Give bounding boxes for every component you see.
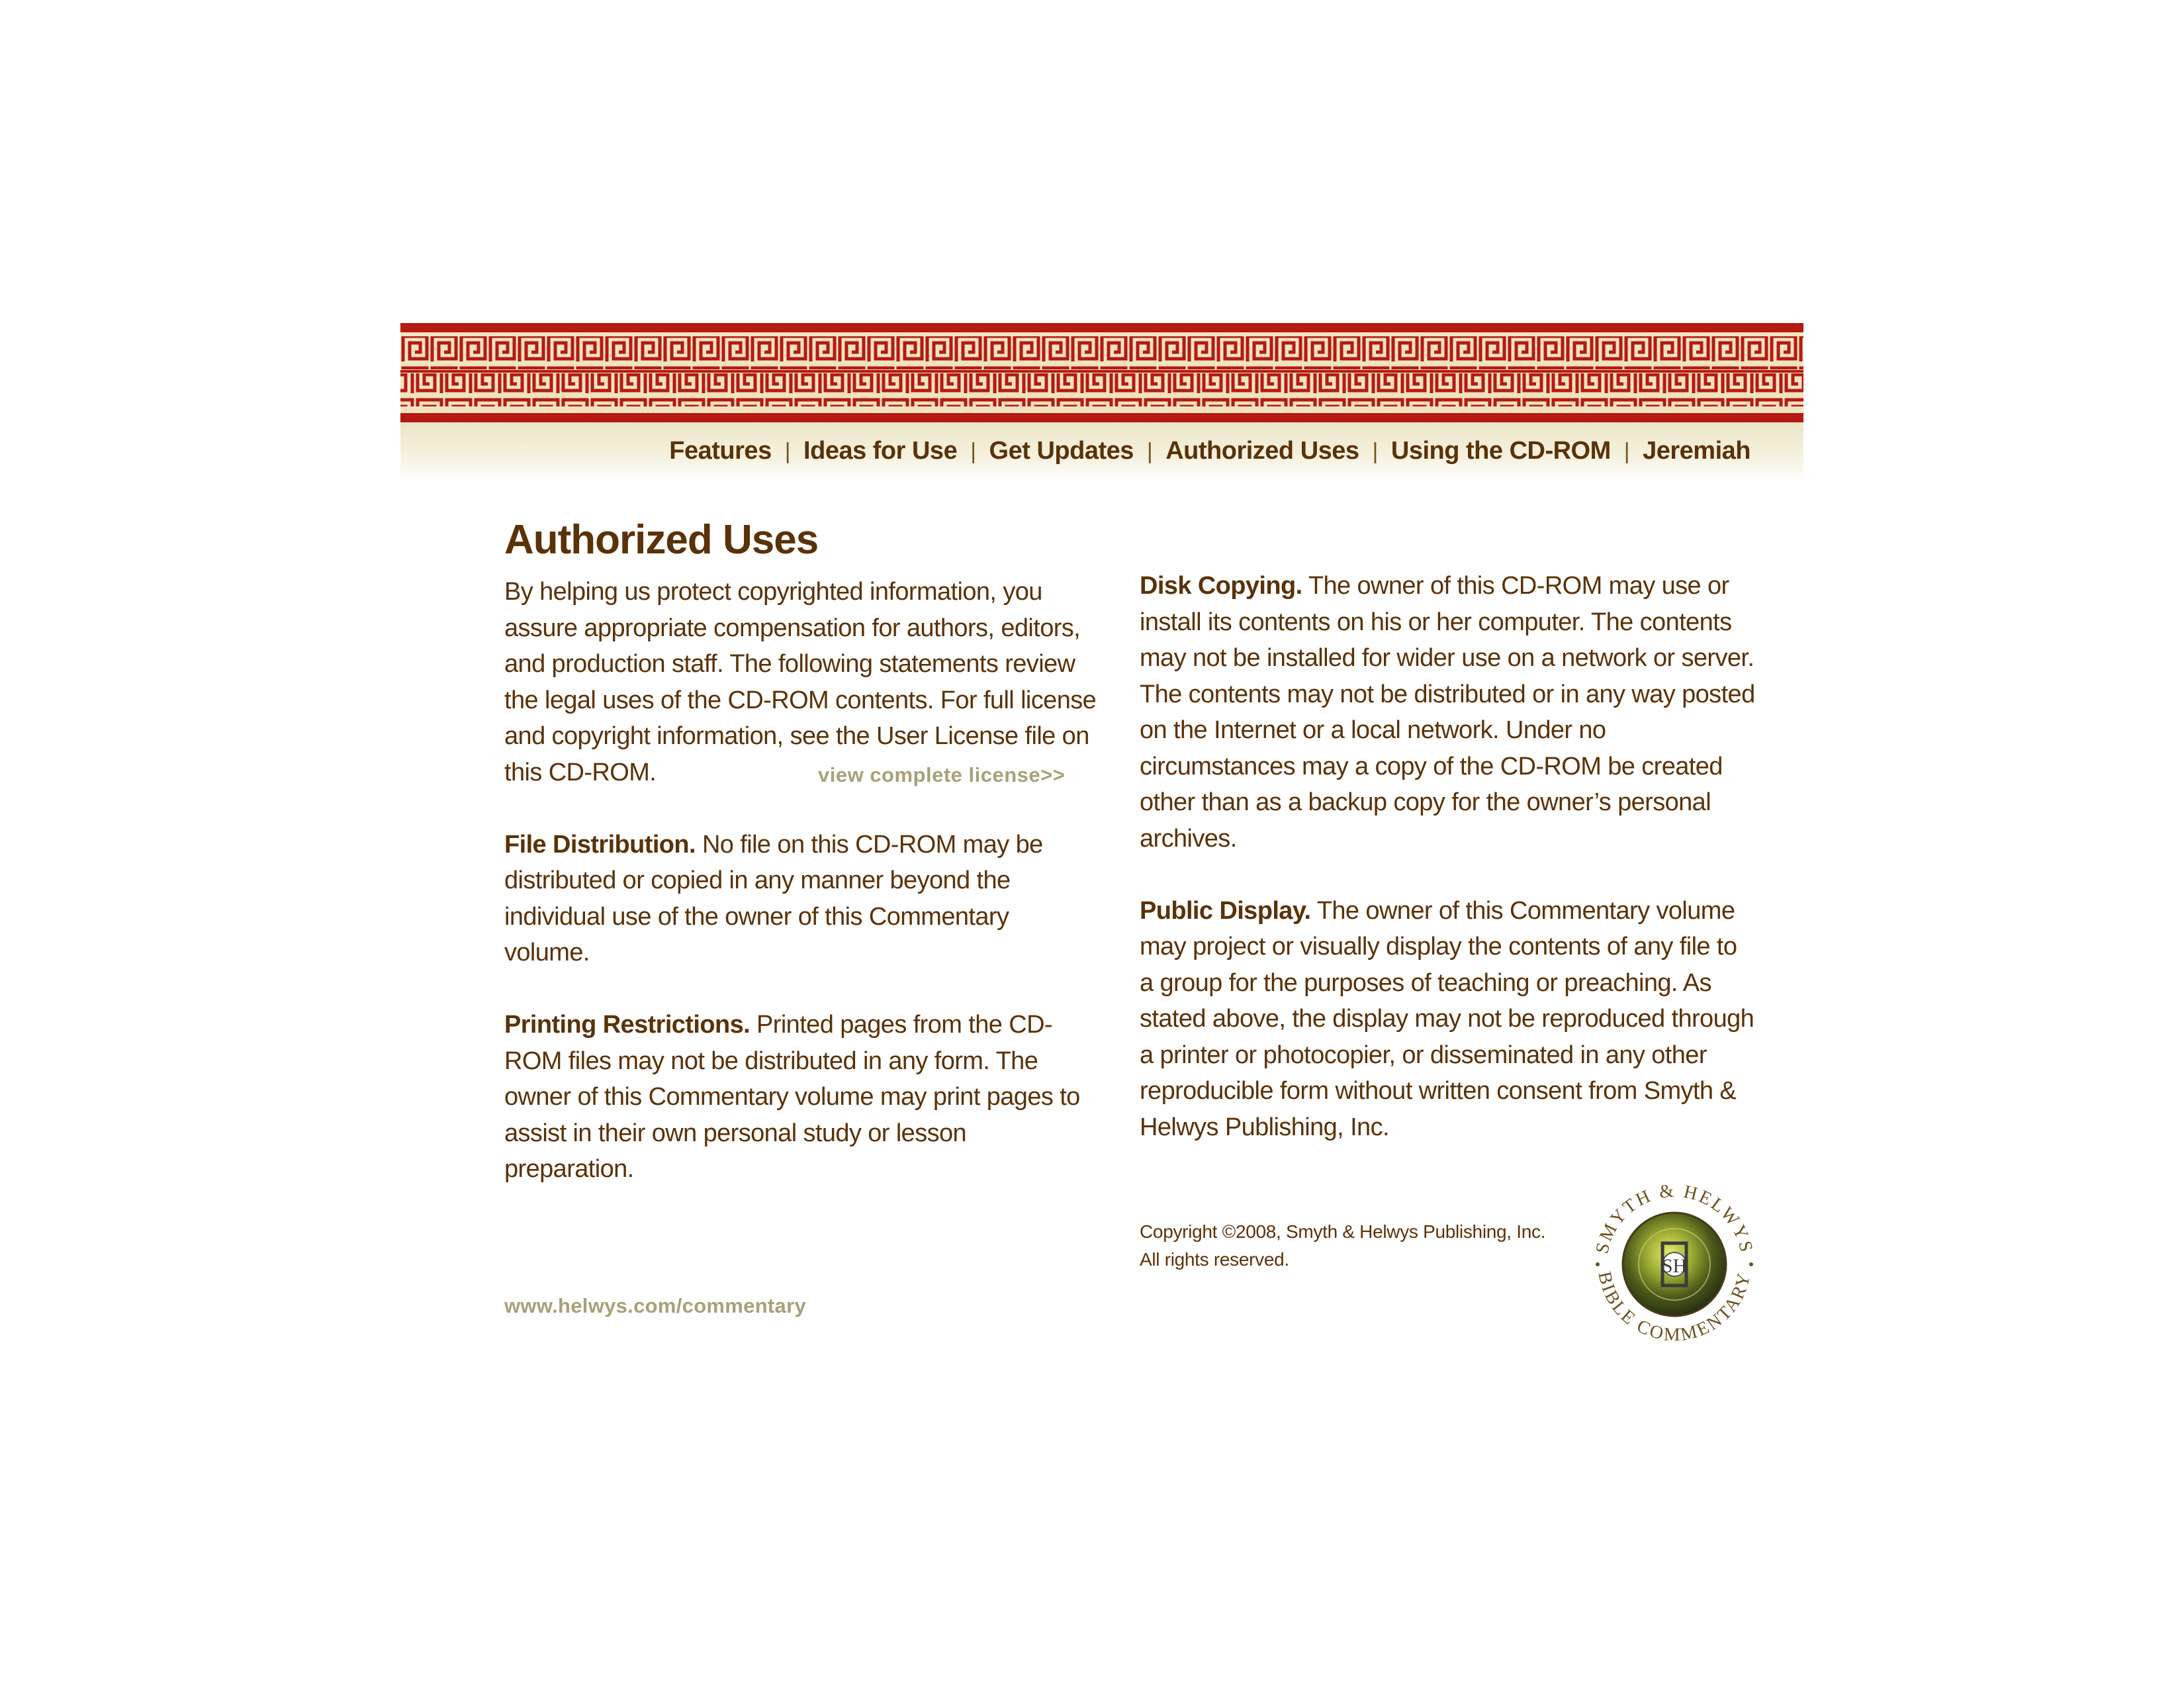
nav-menu [669, 437, 1751, 465]
printing-restrictions-text: Printed pages from the CD-ROM files may not be distributed in any form. The owner of this Commentary volume may print pages to assist in their own personal study or lesson preparation. [504, 1011, 1080, 1183]
page-title: Authorized Uses [504, 517, 819, 563]
nav-separator: | [1623, 439, 1630, 464]
disk-copying-paragraph [1140, 568, 1755, 857]
logo-top-text: SMYTH & HELWYS [1592, 1180, 1757, 1256]
smyth-helwys-logo [1569, 1165, 1780, 1357]
public-display-paragraph [1140, 893, 1755, 1146]
nav-separator: | [970, 439, 976, 464]
nav-bar [400, 422, 1803, 483]
greek-key-border [400, 323, 1803, 422]
right-column [1140, 568, 1755, 1182]
greek-key-pattern [400, 332, 1803, 413]
nav-features[interactable]: Features [669, 437, 772, 465]
nav-using-the-cd-rom[interactable]: Using the CD-ROM [1390, 437, 1611, 465]
rights-reserved-line: All rights reserved. [1140, 1249, 1289, 1270]
copyright-notice [1140, 1218, 1545, 1274]
intro-paragraph: By helping us protect copyrighted information, you assure appropriate compensation for authors, editors, and production staff. The following statements review the legal uses of the CD-ROM contents. For full license and copyright information, see the User License file on this CD-ROM. [504, 578, 1097, 786]
printing-restrictions-heading: Printing Restrictions. [504, 1011, 751, 1039]
left-column [504, 574, 1100, 1223]
nav-ideas-for-use[interactable]: Ideas for Use [803, 437, 958, 465]
nav-separator: | [784, 439, 791, 464]
file-distribution-heading: File Distribution. [504, 830, 696, 859]
public-display-text: The owner of this Commentary volume may project or visually display the contents of any file to a group for the purposes of teaching or preaching. As stated above, the display may not be reproduced through a printer or photocopier, or disseminated in any other reproducible form without written consent from Smyth & Helwys Publishing, Inc. [1140, 896, 1754, 1141]
nav-authorized-uses[interactable]: Authorized Uses [1165, 437, 1359, 465]
copyright-line: Copyright ©2008, Smyth & Helwys Publishing, Inc. [1140, 1221, 1546, 1242]
logo-seal-icon [1569, 1165, 1780, 1357]
file-distribution-text: No file on this CD-ROM may be distributed or copied in any manner beyond the individual use of the owner of this Commentary volume. [504, 830, 1043, 966]
public-display-heading: Public Display. [1140, 896, 1311, 925]
nav-jeremiah[interactable]: Jeremiah [1643, 437, 1751, 465]
printing-restrictions-paragraph [504, 1007, 1100, 1188]
nav-separator: | [1372, 439, 1378, 464]
nav-separator: | [1146, 439, 1153, 464]
logo-monogram: SH [1661, 1255, 1688, 1277]
website-link[interactable]: www.helwys.com/commentary [504, 1294, 807, 1317]
file-distribution-paragraph [504, 827, 1100, 971]
view-license-link[interactable]: view complete license>> [818, 763, 1066, 786]
disk-copying-text: The owner of this CD-ROM may use or install its contents on his or her computer. The contents may not be installed for wider use on a network or server. The contents may not be distributed or in any way posted on the Internet or a local network. Under no circumstances may a copy of the CD-ROM be created other than as a backup copy for the owner’s personal archives. [1140, 572, 1755, 853]
logo-bottom-text: BIBLE COMMENTARY [1594, 1270, 1755, 1346]
disk-copying-heading: Disk Copying. [1140, 572, 1302, 600]
nav-get-updates[interactable]: Get Updates [989, 437, 1134, 465]
